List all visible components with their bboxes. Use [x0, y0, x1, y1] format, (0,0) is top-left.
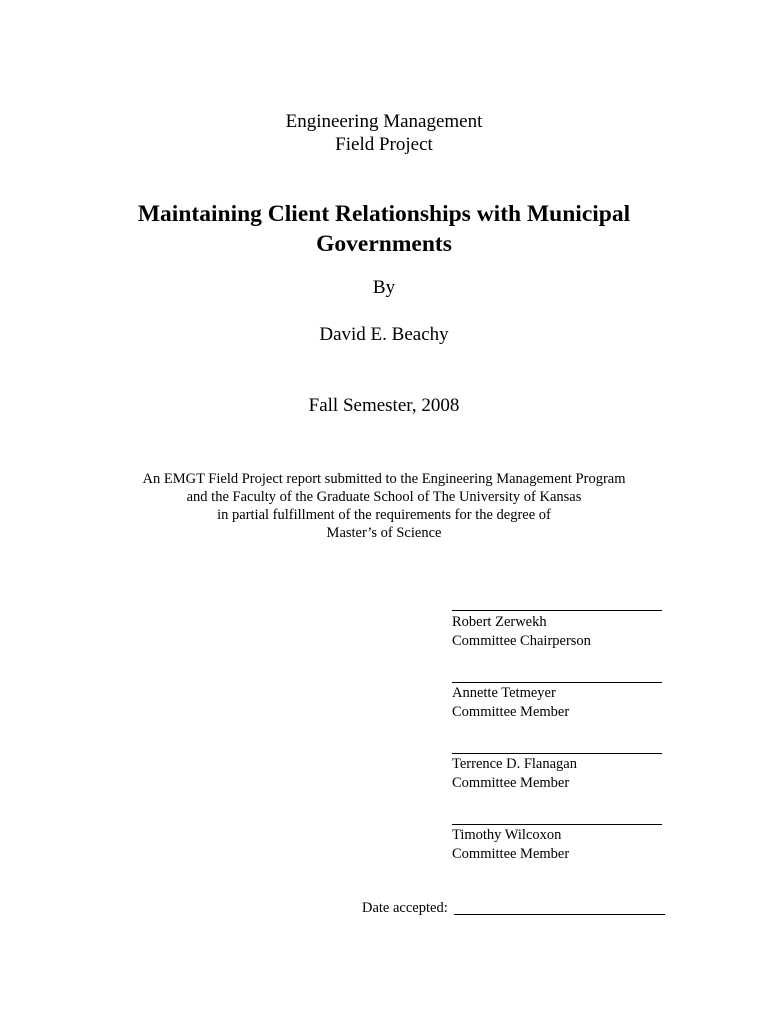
date-accepted-line: [454, 914, 665, 915]
report-title-line-1: Maintaining Client Relationships with Municipal: [137, 201, 631, 227]
signature-line: [452, 824, 662, 825]
committee-member-role: Committee Member: [452, 846, 570, 862]
report-title-line-2: Governments: [316, 231, 452, 257]
signature-line: [452, 610, 662, 611]
committee-member-name: Timothy Wilcoxon: [452, 827, 562, 843]
signature-line: [452, 753, 662, 754]
committee-member-role: Committee Member: [452, 775, 570, 791]
committee-member-role: Committee Chairperson: [452, 633, 591, 649]
committee-member-name: Annette Tetmeyer: [452, 685, 556, 701]
statement-line-1: An EMGT Field Project report submitted to the Engineering Management Program: [142, 471, 626, 487]
semester: Fall Semester, 2008: [308, 395, 460, 416]
committee-member-role: Committee Member: [452, 704, 570, 720]
statement-line-3: in partial fulfillment of the requirements for the degree of: [217, 507, 551, 523]
program-name: Engineering Management: [285, 111, 483, 132]
signature-block-member-3: [452, 811, 667, 862]
date-accepted-label: Date accepted:: [362, 900, 448, 916]
committee-member-name: Robert Zerwekh: [452, 614, 547, 630]
project-type: Field Project: [335, 134, 433, 155]
signature-block-member-1: [452, 669, 667, 720]
signature-line: [452, 682, 662, 683]
by-label: By: [372, 277, 396, 298]
committee-member-name: Terrence D. Flanagan: [452, 756, 577, 772]
signature-block-chair: [452, 597, 667, 649]
author-name: David E. Beachy: [319, 324, 449, 345]
statement-line-4: Master’s of Science: [326, 525, 442, 541]
signature-block-member-2: [452, 740, 667, 791]
statement-line-2: and the Faculty of the Graduate School of The University of Kansas: [186, 489, 582, 505]
date-accepted: [362, 901, 448, 916]
